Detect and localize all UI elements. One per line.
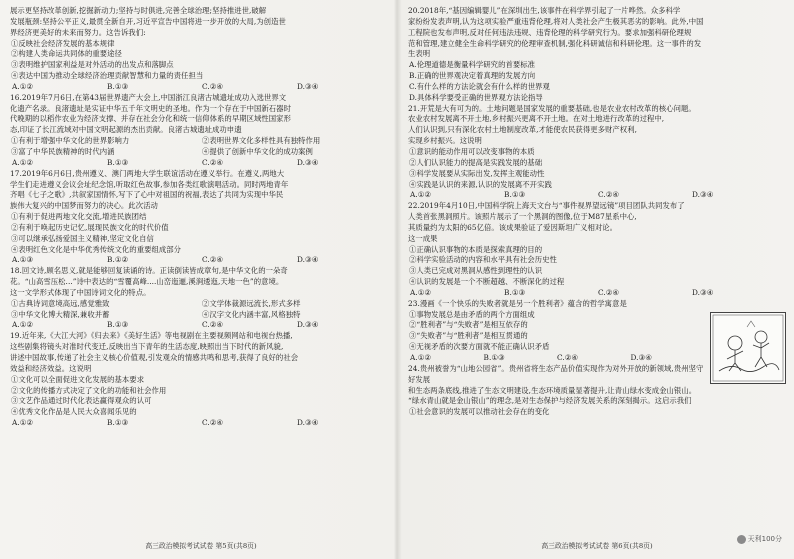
choice-c: C.②④ [598, 287, 620, 297]
text-line: 生表明 [408, 49, 431, 59]
text-line: 学生们走进遵义会议会址纪念馆,听取红色故事,参加各类红歌演唱活动。同时两地青年 [10, 179, 289, 189]
option: ③中华文化博大精深,兼收并蓄 [11, 309, 110, 319]
text-line: 花。“山高雪压松...”诗中表达的“雪覆高峰....山峦迤逦,溪涧逶迤,天地一色”的意境。 [10, 277, 284, 287]
text-line: 实现乡村振兴。这说明 [408, 136, 482, 146]
option: ④无视矛盾的次要方面就不能正确认识矛盾 [409, 342, 550, 352]
question-18 [10, 266, 392, 331]
page-footer: 高三政治模拟考试试卷 第5页(共8页) [145, 542, 257, 550]
text-line: 效益和经济效益。这说明 [10, 363, 92, 373]
choice-b: B.①③ [107, 418, 129, 428]
text-line: 22.2019年4月10日,中国科学院上海天文台与“事件视界望远镜”项目团队共同发布了 [408, 201, 685, 211]
option: ①社会意识的发展可以推动社会存在的变化 [409, 407, 550, 417]
cartoon-drawing [711, 313, 785, 383]
q15-intro [10, 6, 392, 39]
question-19 [10, 331, 392, 429]
choice-d: D.③④ [297, 418, 319, 428]
q17-choices [10, 255, 392, 266]
choice-d: D.③④ [297, 157, 319, 167]
text-line: 族伟大复兴的中国梦而努力的决心。此次活动 [10, 201, 158, 211]
choice-c: C.②④ [202, 255, 224, 265]
choice-a: A.①③ [12, 255, 34, 265]
choice-c: C.②④ [598, 190, 620, 200]
choice-c: C.②④ [202, 418, 224, 428]
choice-c: C.②④ [557, 353, 579, 362]
choice-a: A.①② [12, 320, 34, 330]
cartoon-illustration [710, 312, 786, 384]
option: ②文化的传播方式决定了文化的功能和社会作用 [11, 385, 167, 395]
option: ③文艺作品通过时代化表达赢得观众的认可 [11, 396, 152, 406]
choice-d: D.③④ [692, 287, 714, 297]
option: A.伦理道德是衡量科学研究的首要标准 [409, 60, 536, 70]
text-line: 讲述中国故事,传递了社会主义核心价值观,引发观众的情感共鸣和思考,获得了良好的社会 [10, 353, 299, 362]
question-23 [408, 299, 786, 364]
q16-choices [10, 158, 392, 169]
text-line: 人们认识到,只有深化农村土地制度改革,才能使农民获得更多财产权利, [408, 125, 637, 135]
question-20 [408, 6, 786, 104]
option: ①有利于增强中华文化的世界影响力 [11, 136, 130, 146]
text-line: 界经济更美好的未来而努力。这告诉我们: [10, 27, 146, 37]
choice-b: B.①③ [504, 287, 526, 297]
text-line: 范和管理,建立健全生命科学研究的伦理审查机制,强化科研诚信和科研伦理。这一事件的发 [408, 38, 702, 48]
option: C.有什么样的方法论就会有什么样的世界观 [409, 81, 550, 91]
option: ③人类已完成对黑洞从感性到理性的认识 [409, 266, 543, 276]
text-line: 展示更坚持改革创新,挖掘新动力;坚持与时俱进,完善全球治理;坚持推进世,破解 [10, 6, 267, 15]
text-line: 工程院也发布声明,反对任何违法违规、违背伦理的科学研究行为。要求加强科研伦理规 [408, 27, 692, 37]
choice-d: D.③④ [297, 320, 319, 330]
choice-c: C.②④ [202, 81, 224, 91]
option: ①正确认识事物的本质是探索真理的目的 [409, 244, 543, 254]
q18-options [10, 299, 392, 321]
option: ①有利于促进两地文化交流,增进民族团结 [11, 212, 147, 222]
choice-a: A.①② [410, 353, 432, 362]
option: ①反映社会经济发展的基本规律 [11, 38, 115, 48]
text-line: 24.贵州被誉为“山地公园省”。贵州省将生态产品价值实现作为对外开放的新领域,贵州坚守好发展 [408, 363, 704, 384]
q22-choices [408, 288, 786, 299]
option: ④实践是认识的来源,认识的发展离不开实践 [409, 179, 552, 189]
choice-d: D.③④ [297, 81, 319, 91]
choice-a: A.①② [410, 287, 432, 297]
option: ③富了中华民族精神的时代内涵 [11, 146, 115, 156]
option: ③表明维护国家利益是对外活动的出发点和落脚点 [11, 60, 174, 70]
option: B.正确的世界观决定着真理的发展方向 [409, 71, 536, 81]
text-line: 这一文学形式体现了中国诗词文化的特点。 [10, 287, 151, 297]
exam-page-5 [10, 6, 392, 552]
question-22 [408, 201, 786, 299]
option: ②“胜利者”与“失败者”是相互依存的 [409, 320, 528, 330]
option: ④表明红色文化是中华优秀传统文化的重要组成部分 [11, 244, 182, 254]
option: ②文学体裁源远流长,形式多样 [202, 298, 301, 308]
option: ②人们认识能力的提高是实践发展的基础 [409, 157, 543, 167]
choice-c: C.②④ [202, 320, 224, 330]
option: ①古典诗词意境高远,感觉雅致 [11, 298, 110, 308]
text-line: 23.漫画《一个快乐的失败者就是另一个胜利者》蕴含的哲学寓意是 [408, 298, 627, 308]
text-line: 态,印证了长江流域对中国文明起源的杰出贡献。良渚古城遗址成功申遗 [10, 125, 242, 135]
option: ④优秀文化作品是人民大众喜闻乐见的 [11, 407, 137, 417]
choice-b: B.①③ [107, 157, 129, 167]
option: ①意识的能动作用可以改变事物的本质 [409, 146, 535, 156]
q15-choices [10, 82, 392, 93]
option: ③可以继承弘扬爱国主义精神,坚定文化自信 [11, 233, 154, 243]
choice-d: D.③④ [297, 255, 319, 265]
choice-b: B.①③ [483, 353, 505, 362]
text-line: 家纷纷发表声明,认为这项实验严重违背伦理,将对人类社会产生极其恶劣的影响。此外,中国 [408, 16, 704, 26]
choice-a: A.①② [12, 81, 34, 91]
choice-a: A.①② [12, 157, 34, 167]
q21-choices [408, 190, 786, 201]
text-line: 19.近年来,《大江大河》《归去来》《美好生活》等电视剧在主要视频网站和电视台热播, [10, 331, 293, 341]
option: ④提供了创新中华文化的成功案例 [202, 146, 313, 156]
option: ②表明世界文化多样性具有独特作用 [202, 136, 321, 146]
question-21 [408, 104, 786, 202]
option: ①文化可以全面促进文化发展的基本要求 [11, 374, 145, 384]
right-page-content [408, 6, 786, 418]
text-line: 人类首张黑洞照片。该照片展示了一个黑洞的图像,位于M87星系中心, [408, 212, 637, 222]
question-16 [10, 93, 392, 169]
q16-options [10, 136, 392, 158]
choice-d: D.③④ [692, 190, 714, 200]
left-page-content [10, 6, 392, 429]
option: ④认识的发展是一个不断超越、不断深化的过程 [409, 277, 565, 287]
text-line: 发展瓶颈:坚持公平正义,最贯全新自开,习近平宣告中国将进一步开放的大局,为创造世 [10, 16, 286, 26]
option: ②有利于唤起历史记忆,展现民族文化的时代价值 [11, 222, 169, 232]
choice-b: B.①③ [107, 81, 129, 91]
q15-options [10, 39, 392, 82]
option: ②科学实验活动的内容和水平具有社会历史性 [409, 255, 557, 265]
text-line: 这一成果 [408, 233, 438, 243]
choice-b: B.①② [107, 255, 129, 265]
page-footer: 高三政治模拟考试试卷 第6页(共8页) [541, 542, 653, 550]
text-line: 18.回文诗,顾名思义,就是能够回复读诵的诗。正读倒读皆成章句,是中华文化的一朵奇 [10, 266, 288, 276]
q23-choices [408, 353, 704, 364]
text-line: 代晚期的以稻作农业为经济支撑、并存在社会分化和统一信仰体系的早期区域性国家形 [10, 114, 291, 124]
text-line: 齐唱《七子之歌》,共叙家国情怀,写下了心中对祖国的祝福,表达了共同为实现中华民 [10, 190, 284, 200]
text-line: 20.2018年,“基因编辑婴儿”在深圳出生,该事件在科学界引起了一片哗然。众多科学 [408, 6, 681, 15]
text-line: 其质量约为太阳的65亿倍。该成果验证了爱因斯坦广义相对论。 [408, 222, 618, 232]
option: ①事物发展总是由矛盾的两个方面组成 [409, 309, 535, 319]
question-17 [10, 169, 392, 267]
text-line: 化遗产名录。良渚遗址是实证中华五千年文明史的圣地。作为一个存在于中国新石器时 [10, 103, 291, 113]
option: ③科学发展要从实际出发,发挥主观能动性 [409, 168, 545, 178]
q19-choices [10, 418, 392, 429]
watermark-text: 天利100分 [747, 535, 782, 543]
choice-a: A.①② [410, 190, 432, 200]
exam-page-6 [408, 6, 786, 552]
text-line: “绿水青山就是金山银山”的理念,是对生态保护与经济发展关系的深刻揭示。这启示我们 [408, 396, 692, 406]
choice-d: D.③④ [630, 353, 652, 362]
text-line: 这些剧集将镜头对准时代变迁,反映出当下青年的生活态度,映照出当下时代的新风貌, [10, 342, 284, 352]
choice-a: A.①② [12, 418, 34, 428]
choice-b: B.①③ [107, 320, 129, 330]
text-line: 17.2019年6月6日,贵州遵义、澳门两地大学生联谊活动在遵义举行。在遵义,两地大 [10, 168, 285, 178]
option: D.具体科学要受正确的世界观方法论指导 [409, 92, 543, 102]
text-line: 16.2019年7月6日,在第43届世界遗产大会上,中国浙江良渚古城遗址成功入选世界文 [10, 92, 287, 102]
option: ②构建人类命运共同体的重要途径 [11, 49, 122, 59]
text-line: 21.开荒是大有可为的。土地问题是国家发展的重要基础,也是农业农村改革的核心问题。 [408, 103, 696, 113]
option: ④汉字文化内涵丰富,风格独特 [202, 309, 301, 319]
choice-c: C.②④ [202, 157, 224, 167]
choice-b: B.①③ [504, 190, 526, 200]
option: ③“失败者”与“胜利者”是相互贯通的 [409, 331, 528, 341]
text-line: 和生态两条底线,推进了生态文明建设,生态环境质量显著提升,让青山绿水变成金山银山。 [408, 385, 697, 395]
text-line: 农业农村发展离不开土地,乡村振兴更离不开土地。在对土地进行改革的过程中, [408, 114, 665, 124]
option: ④表达中国为推动全球经济治理贡献智慧和力量的责任担当 [11, 71, 204, 81]
q18-choices [10, 320, 392, 331]
